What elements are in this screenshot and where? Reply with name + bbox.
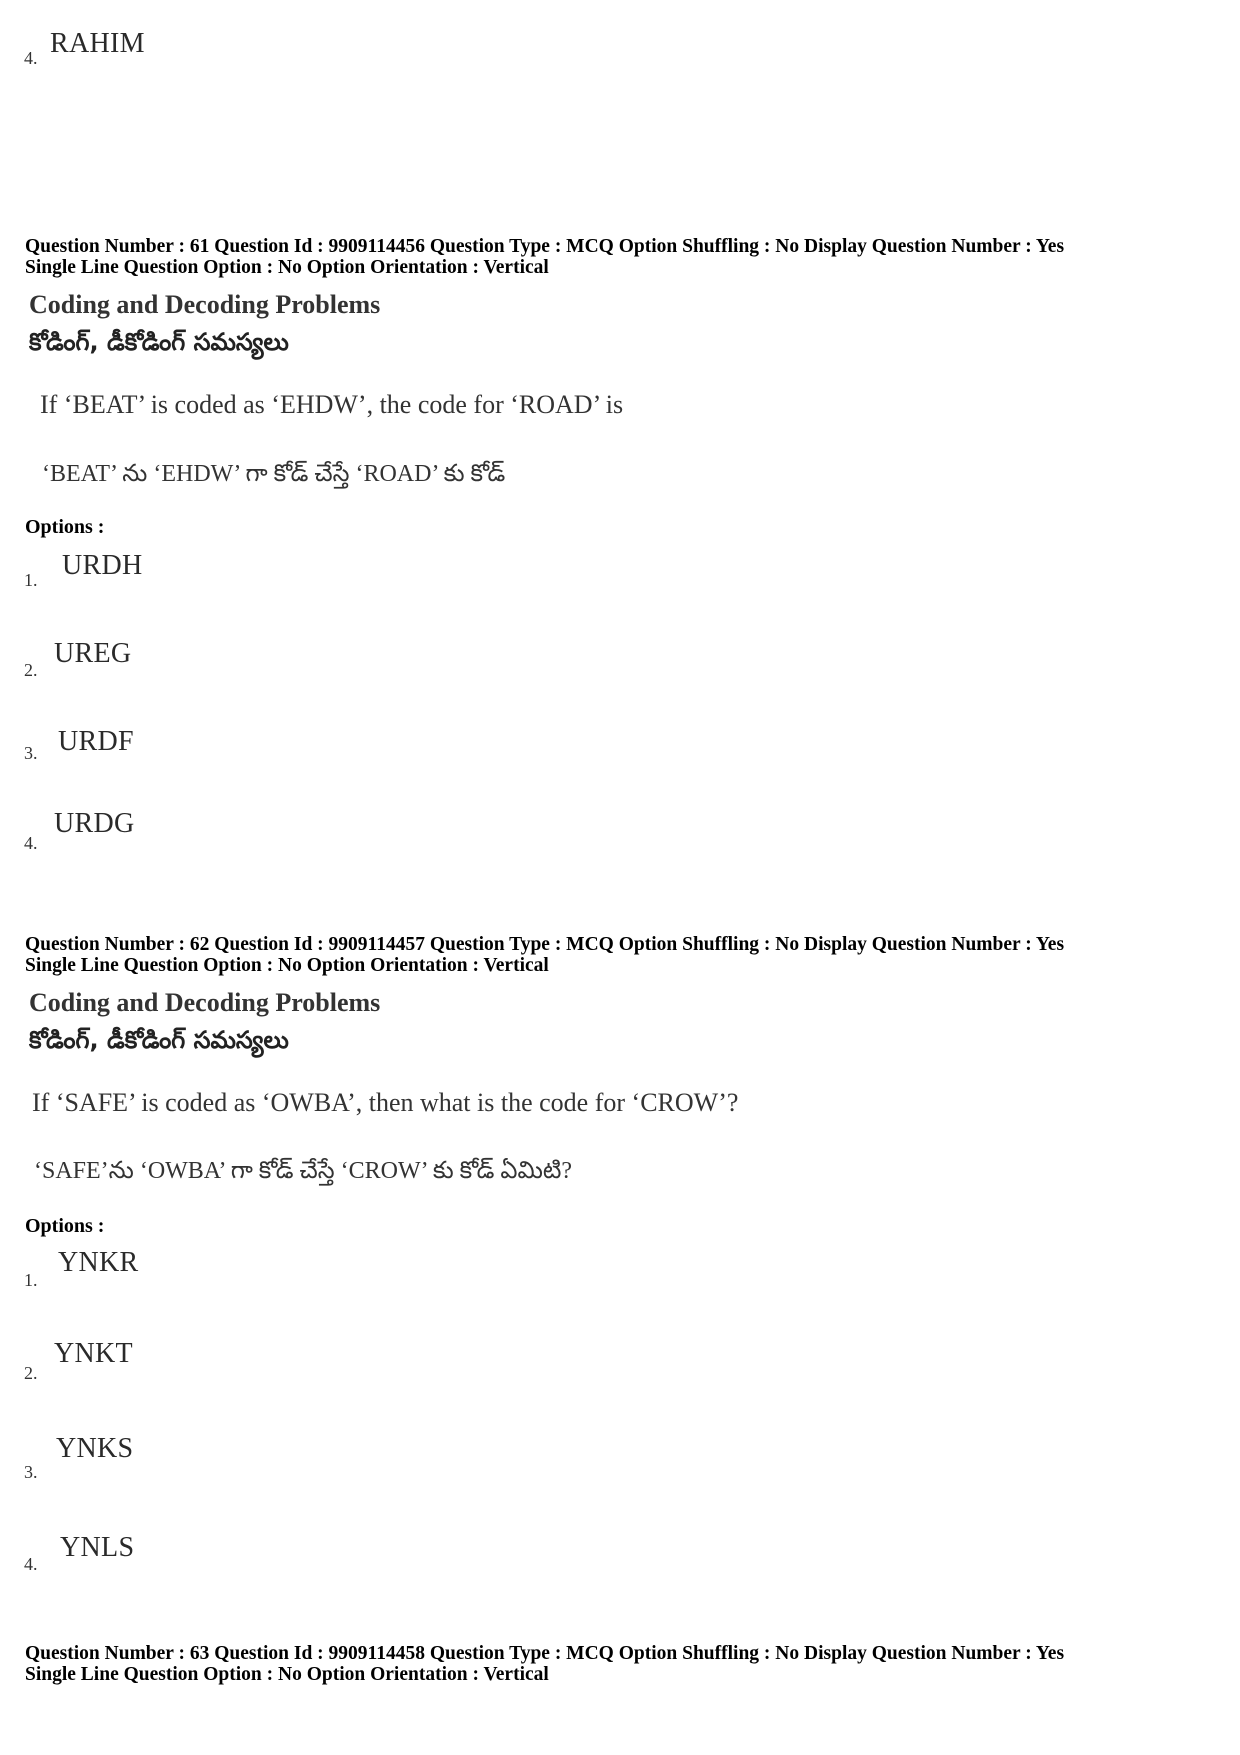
category-title-telugu: కోడింగ్, డీకోడింగ్ సమస్యలు <box>29 328 289 356</box>
option-text: RAHIM <box>50 28 145 59</box>
category-title-english: Coding and Decoding Problems <box>29 290 381 319</box>
question-meta-line1: Question Number : 62 Question Id : 9909114457 Question Type : MCQ Option Shuffling : No Display Question Number : Yes <box>25 934 1065 955</box>
question-meta-line2: Single Line Question Option : No Option Orientation : Vertical <box>25 1664 549 1685</box>
question-text-telugu: ‘BEAT’ ను ‘EHDW’ గా కోడ్ చేస్తే ‘ROAD’ కు కోడ్ <box>42 461 506 487</box>
option-text: YNKT <box>54 1338 133 1369</box>
option-number: 1. <box>24 570 38 590</box>
option-text: YNKS <box>56 1433 134 1464</box>
option-number: 2. <box>24 1363 38 1383</box>
options-label: Options : <box>25 1215 105 1237</box>
question-text-english: If ‘SAFE’ is coded as ‘OWBA’, then what is the code for ‘CROW’? <box>32 1088 739 1117</box>
question-meta-line2: Single Line Question Option : No Option Orientation : Vertical <box>25 955 549 976</box>
option-text: UREG <box>54 638 132 669</box>
option-number: 2. <box>24 660 38 680</box>
option-text: URDG <box>54 808 135 839</box>
question-meta-line2: Single Line Question Option : No Option Orientation : Vertical <box>25 257 549 278</box>
option-number: 3. <box>24 743 38 763</box>
option-text: YNKR <box>58 1247 139 1278</box>
option-number: 4. <box>24 48 38 68</box>
option-text: YNLS <box>60 1532 135 1563</box>
category-title-english: Coding and Decoding Problems <box>29 988 381 1017</box>
option-number: 3. <box>24 1462 38 1482</box>
question-meta-line1: Question Number : 61 Question Id : 9909114456 Question Type : MCQ Option Shuffling : No Display Question Number : Yes <box>25 236 1065 257</box>
question-text-telugu: ‘SAFE’ను ‘OWBA’ గా కోడ్ చేస్తే ‘CROW’ కు కోడ్ ఏమిటి? <box>34 1158 573 1184</box>
option-number: 4. <box>24 833 38 853</box>
option-number: 1. <box>24 1270 38 1290</box>
options-label: Options : <box>25 516 105 538</box>
category-title-telugu: కోడింగ్, డీకోడింగ్ సమస్యలు <box>29 1026 289 1054</box>
option-text: URDF <box>58 726 134 757</box>
option-text: URDH <box>62 550 143 581</box>
option-number: 4. <box>24 1554 38 1574</box>
question-text-english: If ‘BEAT’ is coded as ‘EHDW’, the code for ‘ROAD’ is <box>40 390 624 419</box>
question-meta-line1: Question Number : 63 Question Id : 9909114458 Question Type : MCQ Option Shuffling : No Display Question Number : Yes <box>25 1643 1065 1664</box>
